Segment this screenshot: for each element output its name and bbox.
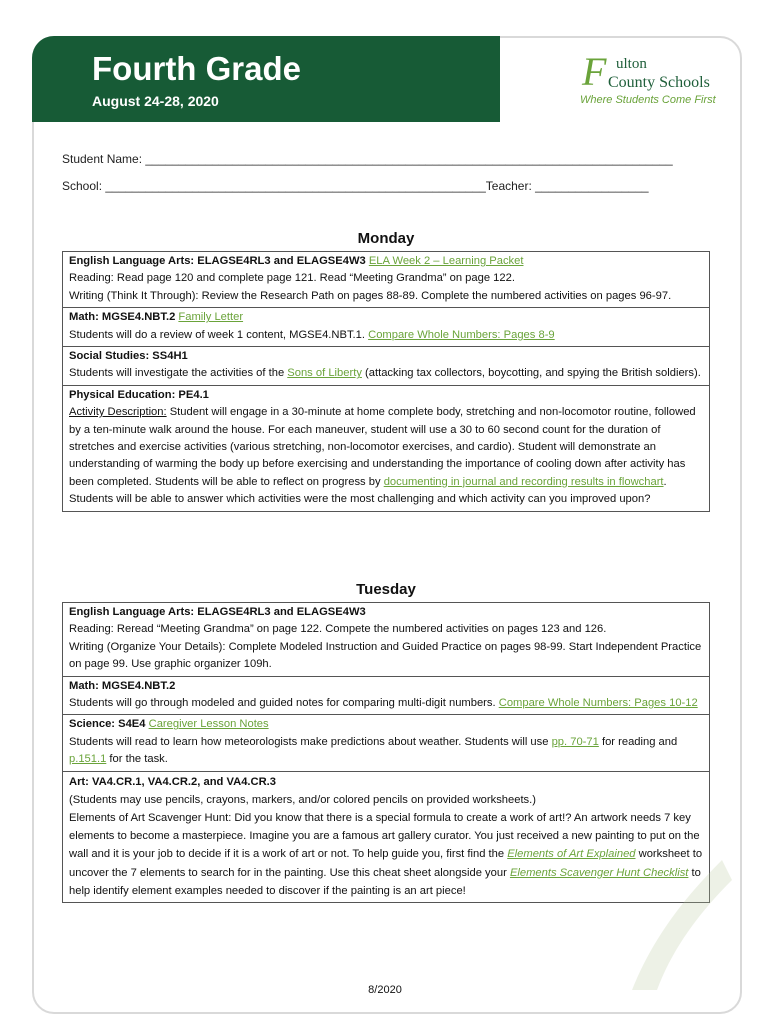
- week-dates: August 24-28, 2020: [92, 93, 219, 109]
- tuesday-science: [63, 715, 709, 771]
- monday-pe: [63, 386, 709, 511]
- ss-text: Students will investigate the activities of the: [69, 367, 288, 380]
- section-heading: Science: S4E4: [69, 718, 149, 731]
- math-text: Students will go through modeled and guided notes for comparing multi-digit numbers.: [69, 697, 499, 710]
- logo-name-line1: ulton: [616, 56, 647, 72]
- page-title: Fourth Grade: [92, 50, 302, 87]
- pe-text-cont: . Students will be able to answer which activities were the most challenging and which activity can you improved upon?: [69, 475, 667, 506]
- art-text-3: to help identify element examples needed to discover if the painting is an art piece!: [69, 866, 701, 897]
- logo-tagline: Where Students Come First: [580, 94, 716, 106]
- compare-numbers-link[interactable]: Compare Whole Numbers: Pages 10-12: [498, 697, 698, 710]
- art-text-2: worksheet to uncover the 7 elements to search for in the painting. Use this cheat sheet alongside your: [69, 848, 703, 879]
- logo-name-line2: County Schools: [608, 74, 710, 91]
- student-name-field[interactable]: Student Name: _______________________________________________________________________________: [62, 152, 673, 166]
- pages-link[interactable]: pp. 70-71: [551, 735, 599, 748]
- caregiver-notes-link[interactable]: Caregiver Lesson Notes: [148, 718, 269, 731]
- family-letter-link[interactable]: Family Letter: [178, 311, 244, 324]
- sons-of-liberty-link[interactable]: Sons of Liberty: [287, 367, 362, 380]
- art-note: (Students may use pencils, crayons, markers, and/or colored pencils on provided worksheets.): [69, 793, 536, 806]
- reading-text: Reading: Read page 120 and complete page 121. Read “Meeting Grandma” on page 122.: [69, 272, 515, 285]
- checklist-link[interactable]: Elements Scavenger Hunt Checklist: [509, 866, 689, 879]
- ss-text-cont: (attacking tax collectors, boycotting, and spying the British soldiers).: [361, 367, 701, 380]
- logo-letter: F: [582, 49, 607, 94]
- task-page-link[interactable]: p.151.1: [69, 753, 107, 766]
- monday-table: [62, 251, 710, 512]
- section-heading: Math: MGSE4.NBT.2: [69, 679, 176, 692]
- writing-text: Writing (Think It Through): Review the Research Path on pages 88-89. Complete the numbered activities on pages 96-97.: [69, 289, 672, 302]
- compare-numbers-link[interactable]: Compare Whole Numbers: Pages 8-9: [368, 328, 555, 341]
- section-heading: English Language Arts: ELAGSE4RL3 and ELAGSE4W3: [69, 606, 366, 618]
- reading-text: Reading: Reread “Meeting Grandma” on page 122. Compete the numbered activities on pages 123 and 126.: [69, 623, 607, 636]
- tuesday-heading: Tuesday: [356, 581, 416, 598]
- science-text-2: for reading and: [598, 735, 678, 748]
- ela-packet-link[interactable]: ELA Week 2 – Learning Packet: [368, 255, 524, 267]
- monday-ela: [63, 252, 709, 308]
- journal-link[interactable]: documenting in journal and recording results in flowchart: [383, 475, 664, 488]
- section-heading: Math: MGSE4.NBT.2: [69, 311, 179, 324]
- monday-math: [63, 308, 709, 347]
- math-text: Students will do a review of week 1 content, MGSE4.NBT.1.: [69, 328, 369, 341]
- section-heading: Physical Education: PE4.1: [69, 388, 209, 401]
- activity-label: Activity Description:: [69, 406, 167, 419]
- writing-text: Writing (Organize Your Details): Complete Modeled Instruction and Guided Practice on pages 98-99. Start Independent Practice on page 99. Use graphic organizer 109h.: [69, 640, 702, 671]
- watermark-graphic: [612, 840, 732, 990]
- section-heading: Art: VA4.CR.1, VA4.CR.2, and VA4.CR.3: [69, 775, 277, 788]
- monday-social-studies: [63, 347, 709, 386]
- district-logo: [576, 46, 716, 112]
- section-heading: Social Studies: SS4H1: [69, 350, 188, 363]
- science-text-3: for the task.: [106, 753, 168, 766]
- pe-text: Student will engage in a 30-minute at home complete body, stretching and non-locomotor routine, followed by a ten-minute walk around the house. For each maneuver, student will use a 30 to 60 second count for the duration of stretches and exercise activities (various stretching, non-locomotor exercises, and cardio). Student will demonstrate an understanding of warming the body up before exercising and understanding the importance of cooling down after activity has been completed. Students will be able to reflect on progress by: [69, 406, 696, 488]
- section-heading: English Language Arts: ELAGSE4RL3 and ELAGSE4W3: [69, 255, 369, 267]
- elements-explained-link[interactable]: Elements of Art Explained: [507, 848, 636, 861]
- tuesday-math: [63, 677, 709, 716]
- footer-date: 8/2020: [368, 984, 402, 996]
- tuesday-ela: [63, 603, 709, 677]
- header-banner: [32, 36, 500, 122]
- science-text: Students will read to learn how meteorologists make predictions about weather. Students will use: [69, 735, 552, 748]
- school-teacher-field[interactable]: School: _________________________________________________________Teacher: _________________: [62, 179, 649, 193]
- art-text: Elements of Art Scavenger Hunt: Did you know that there is a special formula to create a work of art!? An artwork needs 7 key elements to become a masterpiece. Imagine you are a famous art gallery curator. You just received a new painting to put on the wall and it is your job to decide if it is a work of art or not. To help guide you, first find the: [69, 812, 700, 861]
- monday-heading: Monday: [357, 230, 415, 247]
